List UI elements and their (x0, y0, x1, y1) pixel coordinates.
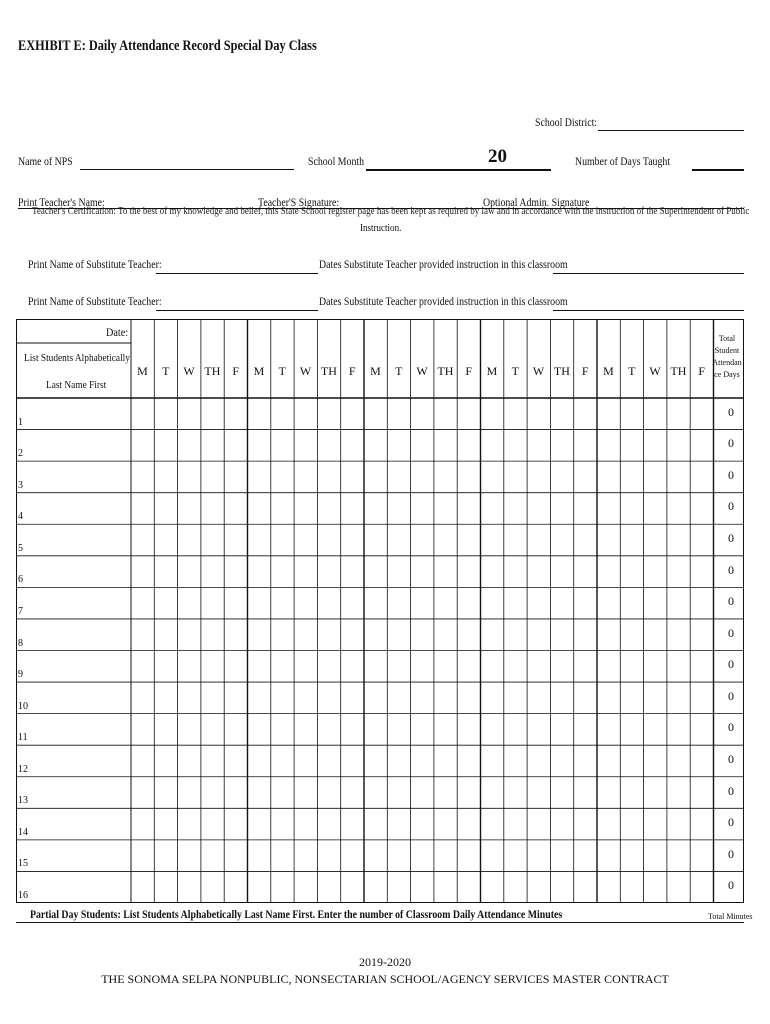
day-header: M (603, 364, 614, 378)
student-name-cell[interactable] (30, 779, 129, 807)
student-name-cell[interactable] (30, 716, 129, 744)
substitute-dates-label-1: Dates Substitute Teacher provided instruction in this classroom (319, 257, 568, 271)
day-header: T (628, 364, 636, 378)
row-number: 13 (18, 795, 28, 807)
row-total: 0 (728, 688, 734, 703)
date-label: Date: (106, 325, 129, 339)
day-header: W (649, 364, 661, 378)
row-number: 2 (18, 448, 23, 460)
row-number: 3 (18, 479, 23, 491)
row-total: 0 (728, 720, 734, 735)
day-header: TH (437, 364, 454, 378)
row-total: 0 (728, 846, 734, 861)
student-name-cell[interactable] (30, 684, 129, 712)
student-name-cell[interactable] (30, 621, 129, 649)
row-total: 0 (728, 562, 734, 577)
row-total: 0 (728, 657, 734, 672)
row-total: 0 (728, 751, 734, 766)
footer-year: 2019-2020 (359, 955, 411, 969)
total-header-line: Total (718, 334, 736, 343)
partial-day-note: Partial Day Students: List Students Alphabetically Last Name First. Enter the number of Classroom Daily Attendance Minutes (30, 907, 563, 921)
day-header: F (232, 364, 240, 378)
row-total: 0 (728, 467, 734, 482)
student-name-cell[interactable] (30, 526, 129, 554)
day-header: TH (320, 364, 337, 378)
days-taught-field[interactable] (692, 155, 744, 171)
row-total: 0 (728, 783, 734, 798)
student-name-cell[interactable] (30, 810, 129, 838)
teacher-name-label: Print Teacher's Name: (18, 195, 105, 209)
day-header: F (465, 364, 473, 378)
row-number: 15 (18, 858, 28, 870)
row-number: 10 (18, 700, 28, 712)
row-total: 0 (728, 531, 734, 546)
row-number: 14 (18, 826, 28, 838)
day-header: M (486, 364, 498, 378)
day-header: M (253, 364, 265, 378)
day-header: T (511, 364, 519, 378)
student-name-cell[interactable] (30, 653, 129, 681)
school-district-label: School District: (535, 115, 598, 129)
student-name-cell[interactable] (30, 558, 129, 586)
students-header-line2: Last Name First (46, 379, 107, 391)
attendance-table (16, 319, 744, 903)
teacher-signature-label: Teacher'S Signature: (258, 195, 340, 209)
substitute-name-field-2[interactable] (156, 296, 318, 311)
row-number: 9 (18, 669, 23, 681)
day-header: F (348, 364, 356, 378)
school-month-field[interactable] (366, 155, 551, 171)
total-attendance-header (710, 333, 744, 381)
student-name-cell[interactable] (30, 432, 129, 460)
row-number: 16 (18, 890, 28, 901)
row-total: 0 (728, 878, 734, 893)
day-header: W (183, 364, 195, 378)
substitute-dates-field-1[interactable] (553, 259, 744, 274)
students-header-line1: List Students Alphabetically (24, 352, 130, 364)
day-header: F (581, 364, 589, 378)
row-number: 5 (18, 542, 23, 554)
days-taught-label: Number of Days Taught (575, 154, 671, 168)
footer-contract: THE SONOMA SELPA NONPUBLIC, NONSECTARIAN SCHOOL/AGENCY SERVICES MASTER CONTRACT (101, 972, 669, 986)
day-header: M (137, 364, 148, 378)
student-name-cell[interactable] (30, 400, 129, 428)
student-name-cell[interactable] (30, 873, 129, 901)
admin-signature-label: Optional Admin. Signature (483, 195, 590, 209)
row-number: 7 (18, 605, 23, 617)
student-name-cell[interactable] (30, 495, 129, 523)
substitute-name-field-1[interactable] (156, 259, 318, 274)
day-header: W (532, 364, 545, 378)
certification-text: Teacher's Certification: To the best of my knowledge and belief, this State School register page has been kept as required by law and in accordance with the instruction of the Superintendent of Public (32, 205, 750, 217)
total-header-line: Attendan (712, 358, 742, 367)
day-header: W (299, 364, 312, 378)
day-header: F (698, 364, 706, 378)
name-of-nps-field[interactable] (80, 155, 294, 170)
row-number: 1 (18, 416, 23, 428)
total-minutes-label: Total Minutes (708, 912, 753, 921)
substitute-name-label-2: Print Name of Substitute Teacher: (28, 294, 162, 308)
row-number: 4 (18, 511, 23, 523)
row-total: 0 (728, 499, 734, 514)
row-total: 0 (728, 625, 734, 640)
total-header-line: Student (714, 346, 740, 355)
name-of-nps-label: Name of NPS (18, 154, 73, 168)
row-number: 11 (18, 732, 28, 744)
substitute-name-label-1: Print Name of Substitute Teacher: (28, 257, 162, 271)
day-header: TH (553, 364, 570, 378)
school-month-value: 20 (488, 146, 507, 167)
row-total: 0 (728, 436, 734, 451)
student-name-cell[interactable] (30, 842, 129, 870)
school-month-label: School Month (308, 154, 365, 168)
row-total: 0 (728, 594, 734, 609)
row-total: 0 (728, 404, 734, 419)
bottom-rule (16, 922, 744, 923)
total-header-line: ce Days (714, 370, 740, 379)
row-number: 8 (18, 637, 23, 649)
certification-text-cont: Instruction. (360, 222, 402, 234)
school-district-field[interactable] (598, 116, 744, 131)
day-header: TH (670, 364, 687, 378)
day-header: T (395, 364, 403, 378)
page-title: EXHIBIT E: Daily Attendance Record Special Day Class (18, 38, 317, 54)
day-header: TH (204, 364, 221, 378)
day-header: W (416, 364, 428, 378)
student-name-cell[interactable] (30, 589, 129, 617)
row-number: 6 (18, 574, 23, 586)
student-name-cell[interactable] (30, 463, 129, 491)
day-header: T (278, 364, 286, 378)
substitute-dates-label-2: Dates Substitute Teacher provided instruction in this classroom (319, 294, 568, 308)
day-header: T (162, 364, 170, 378)
row-number: 12 (18, 763, 28, 775)
row-total: 0 (728, 815, 734, 830)
substitute-dates-field-2[interactable] (553, 296, 744, 311)
student-name-cell[interactable] (30, 747, 129, 775)
day-header: M (370, 364, 381, 378)
